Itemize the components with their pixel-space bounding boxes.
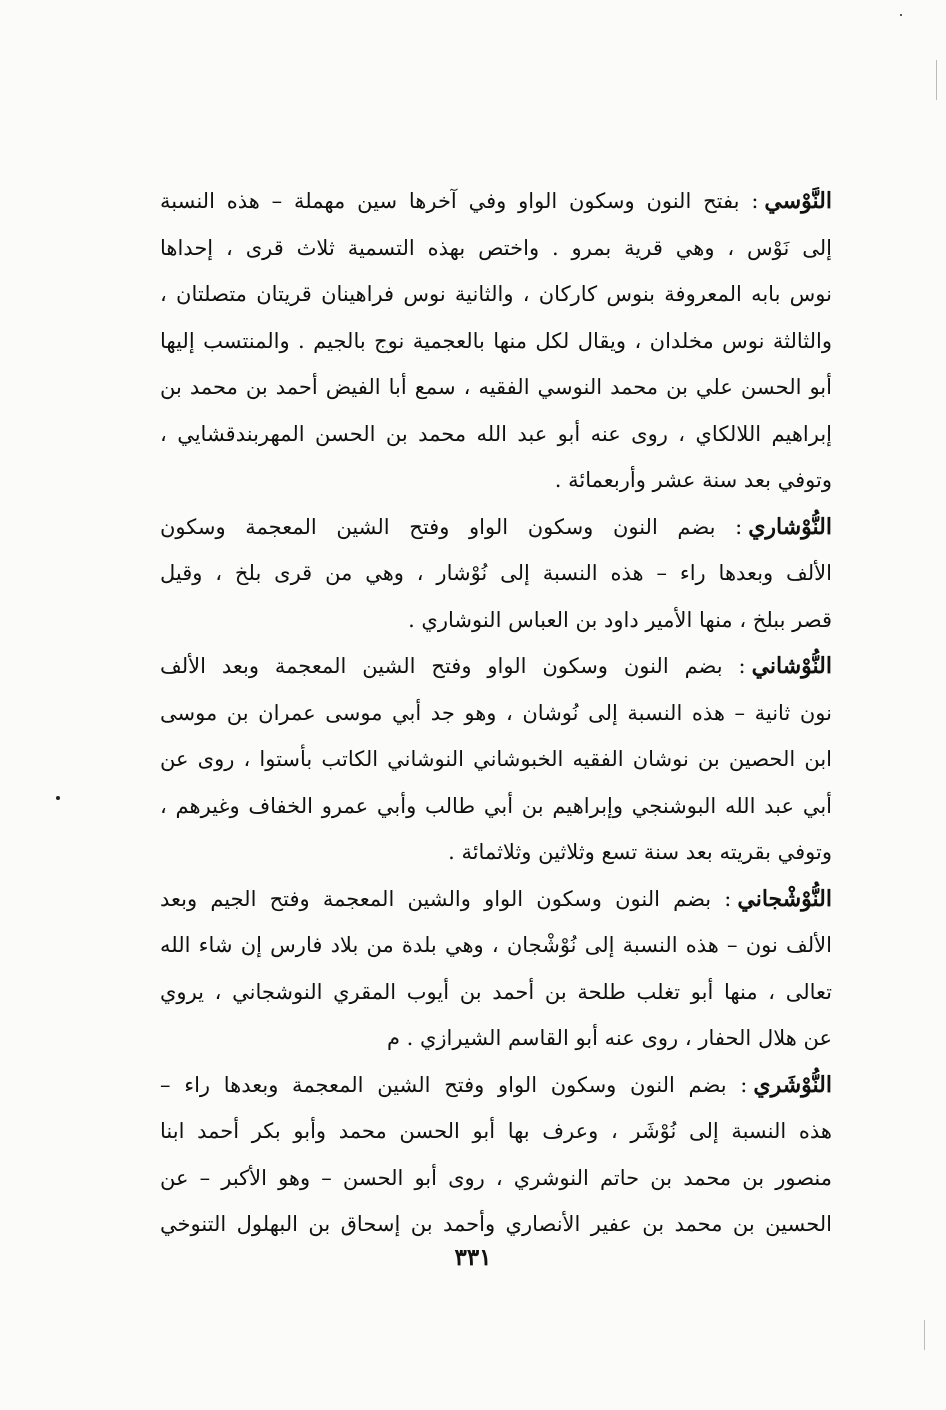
line-text: الحسين بن محمد بن عفير الأنصاري وأحمد بن إسحاق بن البهلول التنوخي	[160, 1212, 832, 1236]
line-text: نوس بابه المعروفة بنوس كاركان ، والثانية نوس فراهينان قريتان متصلتان ،	[160, 282, 832, 306]
text-line	[160, 457, 832, 504]
line-text: الألف وبعدها راء – هذه النسبة إلى نُوْشار ، وهي من قرى بلخ ، وقيل	[160, 561, 832, 585]
text-line	[160, 1201, 832, 1248]
line-text: : بفتح النون وسكون الواو وفي آخرها سين مهملة – هذه النسبة	[160, 189, 759, 213]
line-text: منصور بن محمد بن حاتم النوشري ، روى أبو الحسن – وهو الأكبر – عن	[160, 1165, 832, 1190]
text-line	[160, 550, 832, 597]
text-line	[160, 969, 832, 1016]
text-line	[160, 876, 832, 923]
line-text: وتوفي بقريته بعد سنة تسع وثلاثين وثلاثمائة .	[448, 840, 832, 864]
text-line	[160, 922, 832, 969]
text-line	[160, 643, 832, 690]
text-line	[160, 1062, 832, 1109]
page-edge-mark	[936, 60, 937, 100]
line-text: : بضم النون وسكون الواو وفتح الشين المعجمة وسكون	[160, 514, 743, 539]
line-text: أبو الحسن علي بن محمد النوسي الفقيه ، سمع أبا الفيض أحمد بن محمد بن	[160, 375, 832, 399]
line-text: إبراهيم اللالكاي ، روى عنه أبو عبد الله محمد بن الحسن المهربندقشايي ،	[160, 421, 832, 446]
line-text: ابن الحصين بن نوشان الفقيه الخبوشاني النوشاني الكاتب بأستوا ، روى عن	[160, 747, 832, 771]
page-number: ٣٣١	[454, 1244, 492, 1271]
page-text	[160, 178, 832, 1248]
line-text: والثالثة نوس مخلدان ، ويقال لكل منها بالعجمية نوج بالجيم . والمنتسب إليها	[160, 328, 832, 353]
line-text: هذه النسبة إلى نُوْشَر ، وعرف بها أبو الحسن محمد وأبو بكر أحمد ابنا	[160, 1119, 832, 1143]
text-line	[160, 1108, 832, 1155]
text-line	[160, 411, 832, 458]
line-text: : بضم النون وسكون الواو وفتح الشين المعجمة وبعدها راء –	[160, 1072, 748, 1097]
line-text: أبي عبد الله البوشنجي وإبراهيم بن أبي طالب وأبي عمرو الخفاف وغيرهم ،	[160, 793, 832, 818]
line-text: عن هلال الحفار ، روى عنه أبو القاسم الشيرازي . م	[386, 1026, 832, 1050]
text-line	[160, 783, 832, 830]
page-edge-mark	[924, 1320, 925, 1350]
text-line	[160, 364, 832, 411]
entry-heading: النُّوْشْجاني	[737, 885, 832, 912]
line-text: إلى نَوْس ، وهي قرية بمرو . واختص بهذه التسمية ثلاث قرى ، إحداها	[160, 235, 832, 260]
text-line	[160, 736, 832, 783]
text-line	[160, 690, 832, 737]
line-text: نون ثانية – هذه النسبة إلى نُوشان ، وهو جد أبي موسى عمران بن موسى	[160, 700, 832, 725]
text-line	[160, 1155, 832, 1202]
text-line	[160, 597, 832, 644]
text-line	[160, 225, 832, 272]
ink-speck	[900, 14, 902, 16]
text-line	[160, 504, 832, 551]
text-line	[160, 1015, 832, 1062]
entry-heading: النُّوْشَري	[753, 1071, 832, 1098]
line-text: قصر ببلخ ، منها الأمير داود بن العباس النوشاري .	[408, 607, 832, 632]
entry-heading: النُّوْشاني	[751, 653, 832, 679]
line-text: : بضم النون وسكون الواو والشين المعجمة وفتح الجيم وبعد	[160, 886, 732, 911]
text-line	[160, 178, 832, 225]
line-text: وتوفي بعد سنة عشر وأربعمائة .	[554, 468, 832, 492]
entry-heading: النُّوْشاري	[748, 513, 832, 540]
ink-speck	[56, 796, 60, 800]
text-line	[160, 829, 832, 876]
line-text: : بضم النون وسكون الواو وفتح الشين المعجمة وبعد الألف	[160, 654, 746, 678]
entry-heading: النَّوْسي	[764, 188, 832, 214]
text-line	[160, 318, 832, 365]
line-text: تعالى ، منها أبو تغلب طلحة بن أحمد بن أيوب المقري النوشجاني ، يروي	[160, 979, 832, 1004]
text-line	[160, 271, 832, 318]
line-text: الألف نون – هذه النسبة إلى نُوْشْجان ، وهي بلدة من بلاد فارس إن شاء الله	[160, 933, 832, 957]
